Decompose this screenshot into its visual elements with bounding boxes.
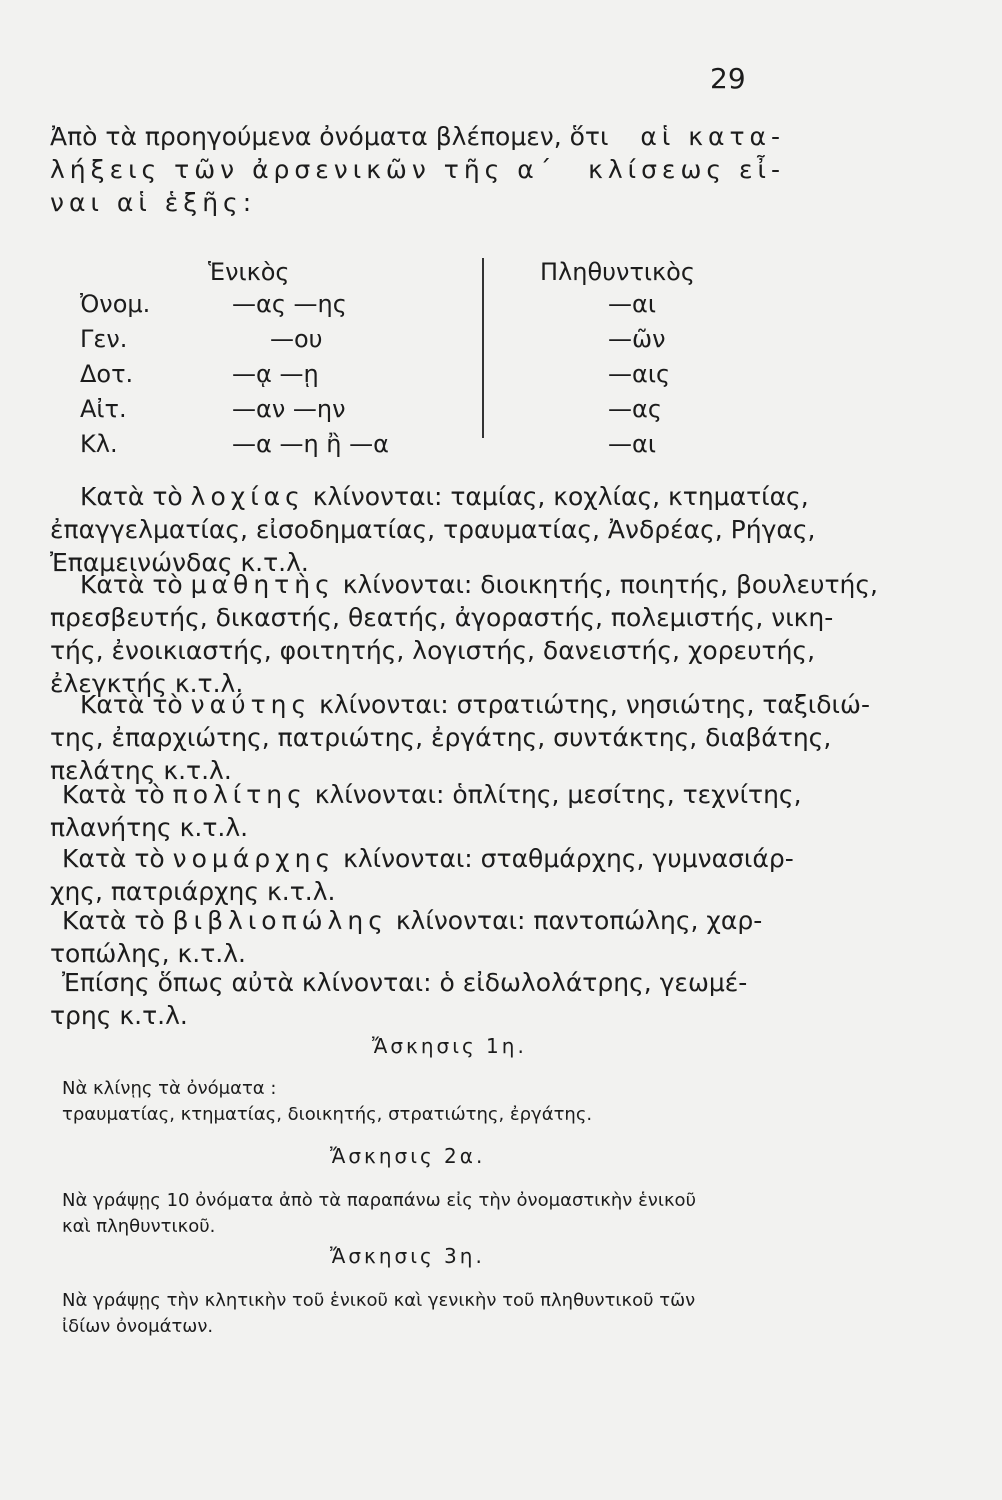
singular-ending: —ας —ης — [232, 290, 347, 318]
paragraph-politis: Κατὰ τὸ πολίτης κλίνονται: ὁπλίτης, μεσίτης, τεχνίτης, πλανήτης κ.τ.λ. — [50, 780, 802, 842]
paragraph-mathitis: Κατὰ τὸ μαθητὴς κλίνονται: διοικητής, ποιητής, βουλευτής, πρεσβευτής, δικαστής, θεατής, ἀγοραστής, πολεμιστής, νικη- τής, ἐνοικιαστής, φοιτητής, λογιστής, δανειστής, χορευτής, ἐλεγκτής κ.τ.λ. — [50, 570, 878, 698]
plural-ending: —ας — [608, 395, 662, 423]
plural-ending: —αι — [608, 290, 656, 318]
plural-ending: —αι — [608, 430, 656, 458]
singular-ending: —ου — [270, 325, 323, 353]
paragraph-nomarchis: Κατὰ τὸ νομάρχης κλίνονται: σταθμάρχης, γυμνασιάρ- χης, πατριάρχης κ.τ.λ. — [50, 844, 794, 906]
case-label: Αἰτ. — [80, 395, 127, 423]
table-divider — [482, 258, 484, 438]
page-number: 29 — [710, 62, 746, 95]
case-label: Κλ. — [80, 430, 118, 458]
case-label: Ὀνομ. — [80, 290, 151, 318]
exercise-3-title: Ἄσκησις 3η. — [330, 1244, 485, 1268]
exercise-1-title: Ἄσκησις 1η. — [372, 1034, 527, 1058]
singular-ending: —αν —ην — [232, 395, 346, 423]
plural-header: Πληθυντικὸς — [540, 258, 695, 286]
exercise-1-text: Νὰ κλίνῃς τὰ ὀνόματα : τραυματίας, κτηματίας, διοικητής, στρατιώτης, ἐργάτης. — [62, 1078, 593, 1125]
singular-header: Ἑνικὸς — [208, 258, 290, 286]
plural-ending: —αις — [608, 360, 671, 388]
paragraph-episis: Ἐπίσης ὅπως αὐτὰ κλίνονται: ὁ εἰδωλολάτρης, γεωμέ- τρης κ.τ.λ. — [50, 968, 748, 1030]
singular-ending: —α —η ἢ —α — [232, 430, 389, 458]
exercise-2-title: Ἄσκησις 2α. — [330, 1144, 486, 1168]
singular-ending: —ᾳ —ῃ — [232, 360, 319, 388]
paragraph-lochias: Κατὰ τὸ λοχίας κλίνονται: ταμίας, κοχλίας, κτηματίας, ἐπαγγελματίας, εἰσοδηματίας, τραυματίας, Ἀνδρέας, Ρήγας, Ἐπαμεινώνδας κ.τ.λ. — [50, 482, 816, 577]
exercise-3-text: Νὰ γράψῃς τὴν κλητικὴν τοῦ ἑνικοῦ καὶ γενικὴν τοῦ πληθυντικοῦ τῶν ἰδίων ὀνομάτων. — [62, 1290, 696, 1337]
exercise-2-text: Νὰ γράψῃς 10 ὀνόματα ἀπὸ τὰ παραπάνω εἰς τὴν ὀνομαστικὴν ἑνικοῦ καὶ πληθυντικοῦ. — [62, 1190, 696, 1237]
case-label: Δοτ. — [80, 360, 134, 388]
intro-paragraph: Ἀπὸ τὰ προηγούμενα ὀνόματα βλέπομεν, ὅτι αἱ κατα- λήξεις τῶν ἀρσενικῶν τῆς α΄ κλίσεως εἶ- ναι αἱ ἑξῆς: — [50, 122, 785, 217]
paragraph-vivliopolis: Κατὰ τὸ βιβλιοπώλης κλίνονται: παντοπώλης, χαρ- τοπώλης, κ.τ.λ. — [50, 906, 763, 968]
plural-ending: —ῶν — [608, 325, 666, 353]
case-label: Γεν. — [80, 325, 128, 353]
paragraph-naftis: Κατὰ τὸ ναύτης κλίνονται: στρατιώτης, νησιώτης, ταξιδιώ- της, ἐπαρχιώτης, πατριώτης, ἐργάτης, συντάκτης, διαβάτης, πελάτης κ.τ.λ. — [50, 690, 870, 785]
